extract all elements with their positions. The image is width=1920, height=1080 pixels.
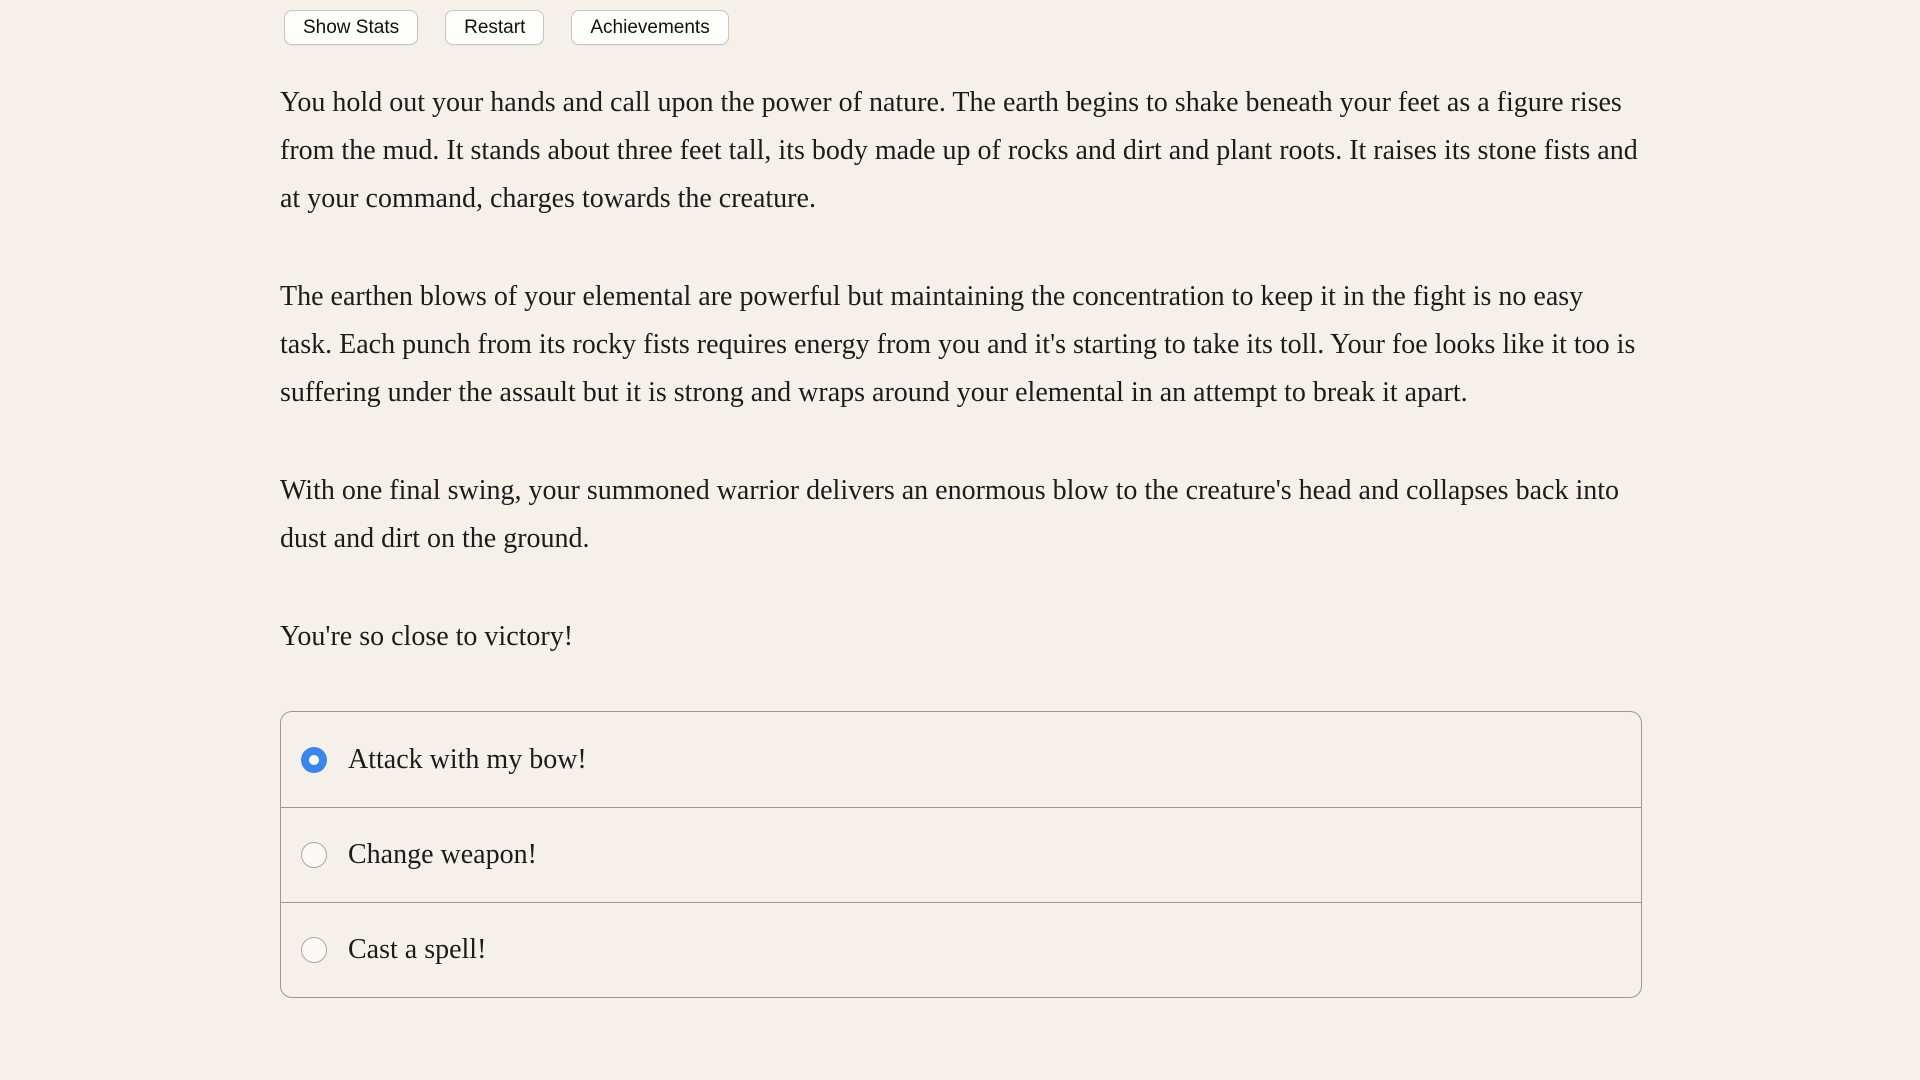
choice-label[interactable]: Attack with my bow!: [348, 743, 587, 775]
story-paragraph: With one final swing, your summoned warrior delivers an enormous blow to the creature's head and collapses back into dust and dirt on the ground.: [280, 475, 1619, 554]
page-content: [280, 0, 1642, 998]
radio-button-icon[interactable]: [301, 842, 327, 868]
show-stats-button[interactable]: Show Stats: [284, 10, 418, 45]
choice-label[interactable]: Change weapon!: [348, 839, 537, 870]
choice-row-attack-with-bow[interactable]: [281, 712, 1641, 807]
choice-list: [280, 711, 1642, 998]
choice-row-change-weapon[interactable]: [281, 807, 1641, 902]
restart-button[interactable]: Restart: [445, 10, 544, 45]
story-text: [280, 79, 1642, 661]
story-paragraph: The earthen blows of your elemental are powerful but maintaining the concentration to keep it in the fight is no easy task. Each punch from its rocky fists requires energy from you and it's starting to take its toll. Your foe looks like it too is suffering under the assault but it is strong and wraps around your elemental in an attempt to break it apart.: [280, 281, 1636, 408]
game-toolbar: [284, 0, 1642, 45]
story-paragraph: You're so close to victory!: [280, 621, 574, 652]
radio-button-icon[interactable]: [301, 937, 327, 963]
choice-label[interactable]: Cast a spell!: [348, 934, 487, 965]
choice-row-cast-spell[interactable]: [281, 902, 1641, 997]
radio-button-icon[interactable]: [301, 747, 327, 773]
achievements-button[interactable]: Achievements: [571, 10, 728, 45]
story-paragraph: You hold out your hands and call upon the power of nature. The earth begins to shake beneath your feet as a figure rises from the mud. It stands about three feet tall, its body made up of rocks and dirt and plant roots. It raises its stone fists and at your command, charges towards the creature.: [280, 87, 1638, 214]
